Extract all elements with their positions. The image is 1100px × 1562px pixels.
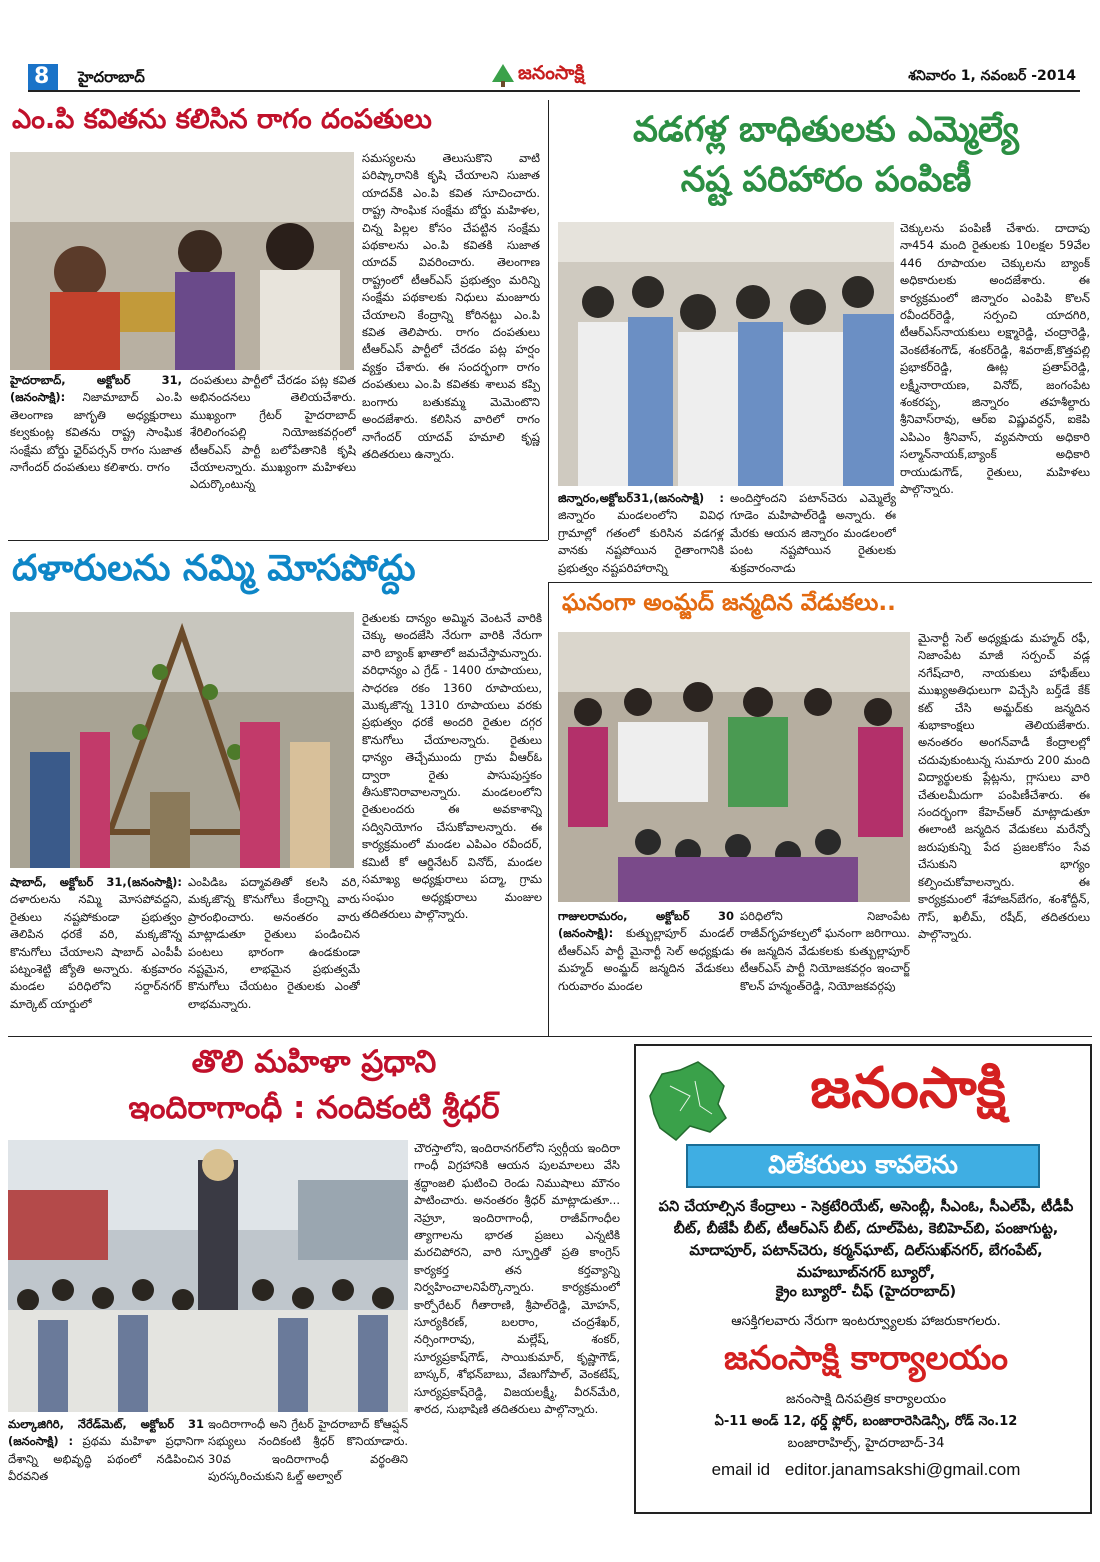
ad-note: ఆసక్తిగలవారు నేరుగా ఇంటర్వ్యూలకు హాజరుకాగలరు. xyxy=(731,1314,1001,1329)
masthead-rule xyxy=(28,90,1080,92)
masthead xyxy=(28,64,1080,92)
article1-col1-text: నిజామాబాద్ ఎం.పి తెలంగాణ జాగృతి అధ్యక్షురాలు కల్వకుంట్ల కవితను రాష్ట్ర సాంఘిక సంక్షేమ బోర్డు ఛైర్‌పర్సన్‌ రాగం సుజాత నాగేందర్‌ దంపతులు కలిశారు. రాగం xyxy=(10,390,182,475)
article5-headline-1: తొలి మహిళా ప్రధాని xyxy=(191,1044,437,1080)
ad-address-1: జనంసాక్షి దినపత్రిక కార్యాలయం xyxy=(785,1392,947,1407)
ad-email-row xyxy=(654,1460,1078,1480)
article3-photo xyxy=(10,612,354,868)
section-rule-3 xyxy=(8,1036,1092,1037)
article3-dateline: షాబాద్‌, అక్టోబర్‌ 31,(జనంసాక్షి): xyxy=(10,875,182,889)
article1-column-2: దంపతులు పార్టీలో చేరడం పట్ల కవిత అభినందనలు తెలియచేశారు. ముఖ్యంగా గ్రేటర్‌ హైదరాబాద్‌ శేరిలింగంపల్లి నియోజకవర్గంలో టీఆర్‌ఎస్‌ పార్టీ బలోపేతానికి కృషి చేయాలన్నారు. ముఖ్యంగా మహిళలు ఎదుర్కొంటున్న xyxy=(190,373,356,492)
article3-headline: దళారులను నమ్మి మోసపోద్దు xyxy=(12,548,416,589)
article3-column-2: ఎంపిడిఒ పద్మావతితో కలసి వరి, మక్కజొన్న కొనుగోలు కేంద్రాన్ని వారు ప్రారంభించారు. అనంతరం వారు మాట్లాడుతూ రైతులు పండించిన పంటలు భారంగా ఉండకుండా నష్టమైన, లాభమైన ప్రభుత్వమే కొనుగోలు చేయటం రైతులకు ఎంతో లాభమన్నారు. xyxy=(188,875,360,1011)
article2-column-1 xyxy=(558,490,724,578)
masthead-date: శనివారం 1, నవంబర్ -2014 xyxy=(908,68,1076,84)
article5-photo xyxy=(8,1140,408,1412)
article1-dateline: హైదరాబాద్, అక్టోబర్ 31,(జనంసాక్షి): xyxy=(10,373,182,405)
ad-crime-bureau: క్రైం బ్యూరో- చీఫ్‌ (హైదరాబాద్‌) xyxy=(775,1284,957,1300)
article3-divider xyxy=(548,582,549,1036)
masthead-logo-text: జనంసాక్షి xyxy=(518,62,585,84)
article4-col1-text: కుత్బుల్లాపూర్‌ మండల్‌ టీఆర్‌ఎస్‌ పార్టీ మైనార్టీ సెల్‌ అధ్యక్షుడు మహ్మద్‌ అంమ్జద్‌ జన్మదిన వేడుకలు గురువారం మండల xyxy=(558,926,734,993)
ad-address-3: బంజారాహిల్స్‌, హైదరాబాద్‌-34 xyxy=(787,1436,945,1451)
recruitment-ad xyxy=(634,1044,1092,1514)
article2-column-3: చెక్కులను పంపిణీ చేశారు. దాదాపు నా454 మంది రైతులకు 10లక్షల 59వేల 446 రూపాయల చెక్కులను బ్యాంక్‌ అధికారులకు అందజేశారు. ఈ కార్యక్రమంలో జిన్నారం ఎంపిపి కొలన్‌ రవీందర్‌రెడ్డి, సర్పంచి యాదగిరి, టీఆర్‌ఎస్‌నాయకులు లక్ష్మారెడ్డి, చంద్రారెడ్డి, వెంకటేశంగౌడ్‌, శంకర్‌రెడ్డి, శివరాజ్‌,కొత్తపల్లి ప్రభాకర్‌రెడ్డి, ఊట్ల ప్రతాప్‌రెడ్డి, లక్ష్మీనారాయణ, వినోద్‌, జంగంపేట శంకరప్ప, జిన్నారం తహశీల్దారు శ్రీనివాస్‌రావు, ఆర్‌ఐ విష్ణువర్ధన్‌, ఐకెపి ఎపిఎం శ్రీనివాస్‌, వ్యవసాయ అధికారి సల్మాన్‌నాయక్‌,బ్యాంక్‌ అధికారి రాయుడుగౌడ్‌, రైతులు, మహిళలు పాల్గొన్నారు. xyxy=(900,221,1090,497)
telangana-map-icon xyxy=(640,1056,730,1146)
article5-column-3: చౌరస్తాలోని, ఇందిరానగర్‌లోని స్వర్గీయ ఇందిరా గాంధీ విగ్రహానికి ఆయన పులమాలలు వేసి శ్రద్ధాంజలి ఘటించి రెండు నిముషాలు మౌనం పాటించారు. అనంతరం శ్రీధర్‌ మాట్లాడుతూ... నెహ్రూ, ఇందిరాగాంధీ, రాజీవ్‌గాంధీల త్యాగాలను భారత ప్రజలు ఎన్నటికి మరచిపోరని, వారి స్ఫూర్తితో ప్రతి కాంగ్రెస్‌ కార్యకర్త తన కర్తవ్యాన్ని నిర్వహించాలనిపేర్కొన్నారు. కార్యక్రమంలో కార్పోరేటర్‌ గీతారాణి, శ్రీపాల్‌రెడ్డి, మోహన్‌, సూర్యకిరణ్‌, బలరాం, చంద్రశేఖర్‌, నర్సింగారావు, మల్లేష్‌, శంకర్‌, సూర్యప్రకాష్‌గౌడ్‌, సాయికుమార్‌, కృష్ణాగౌడ్‌, బాస్కర్‌, శోభన్‌బాబు, వేణుగోపాల్‌, వెంకటేష్‌, సూర్యప్రకాష్‌రెడ్డి, విజయలక్ష్మీ, వీరన్‌మేరి, శారద, సుభాషిణి తదితరులు పాల్గొన్నారు. xyxy=(414,1141,620,1417)
article2-column-2: అందిస్తోందని పటాన్‌చెరు ఎమ్మెల్యే గూడెం మహిపాల్‌రెడ్డి అన్నారు. ఈ మేరకు ఆయన జిన్నారం మండలంలో పంట నష్టపోయిన రైతులకు శుక్రవారంనాడు xyxy=(730,491,896,575)
article4-headline: ఘనంగా అంమ్జద్‌ జన్మదిన వేడుకలు.. xyxy=(562,590,896,616)
article5-dateline: మల్కాజిగిరి, నేరేడ్‌మెట్‌, అక్టోబర్‌ 31 (జనంసాక్షి) : xyxy=(8,1417,204,1449)
section-rule-1 xyxy=(8,540,548,541)
article5-column-1 xyxy=(8,1416,204,1516)
ad-body: పని చేయాల్సిన కేంద్రాలు - సెక్రటేరియేట్‌, అసెంబ్లీ, సీఎంఓ, సీఎల్‌పీ, టీడీపీ బీట్‌, బీజేపీ బీట్‌, టీఆర్‌ఎస్‌ బీట్‌, దూల్‌పేట, కెబిహెచ్‌బి, పంజాగుట్ట, మాదాపూర్‌, పటాన్‌చెరు, కర్మన్‌ఘాట్‌, దిల్‌సుఖ్‌నగర్‌, బేగంపేట్‌, మహబూబ్‌నగర్‌ బ్యూరో, xyxy=(658,1199,1074,1281)
article4-column-3: మైనార్టీ సెల్‌ అధ్యక్షుడు మహ్మద్‌ రఫీ, నిజాంపేట మాజీ సర్పంచ్‌ వడ్ల నగేష్‌చారి, నాయకులు హాఫీజ్‌లు ముఖ్యఅతిధులుగా విచ్చేసి బర్త్‌డే కేక్‌ కట్‌ చేసి అమ్జద్‌కు జన్మదిన శుభాకాంక్షలు తెలియజేశారు. అనంతరం అంగన్‌వాడీ కేంద్రాలల్లో చదువుకుంటున్న సుమారు 200 మంది విద్యార్థులకు ప్లేట్లను, గ్లాసులు వారి చేతులమీదుగా పంపిణీచేశారు. ఈ సందర్భంగా కేహెచ్‌ఆర్‌ మాట్లాడుతూ ఈలాంటి జన్మదిన వేడుకలు మరేన్నో జరుపుకున్ని పేద ప్రజలకోసం సేవ చేసుకుని భాగ్యం కల్పించుకోవాలన్నారు. ఈ కార్యక్రమంలో శేహాజన్‌బేగం, శంశోద్దీన్‌, గౌస్‌, ఖలీమ్‌, రషీద్‌, తదితరులు పాల్గొన్నారు. xyxy=(918,631,1090,941)
article5-column-2: ఇందిరాగాంధీ అని గ్రేటర్‌ హైదరాబాద్‌ కోఆప్షన్‌ సభ్యులు నందికంటి శ్రీధర్‌ కొనియాడారు. 30వ ఇందిరాగాంధీ వర్థంతిని పురస్కరించుకుని ఓల్డ్‌ అల్వాల్‌ xyxy=(208,1417,408,1484)
page-number: 8 xyxy=(34,64,50,89)
ad-email-label: email id xyxy=(711,1460,771,1479)
article2-col1-text: జిన్నారం మండలంలోని వివిధ గ్రామాల్లో గతంలో కురిసిన వడగళ్ల వానకు నష్టపోయిన రైతాంగానికి ప్రభుత్వం నష్టపరిహారాన్ని xyxy=(558,508,724,575)
article4-dateline: గాజులరామరం, అక్టోబర్‌ 30 (జనంసాక్షి): xyxy=(558,909,734,941)
article1-photo xyxy=(10,152,354,370)
ad-email-address[interactable]: editor.janamsakshi@gmail.com xyxy=(784,1460,1021,1479)
article1-headline: ఎం.పి కవితను కలిసిన రాగం దంపతులు xyxy=(12,104,432,135)
article2-headline-2: నష్ట పరిహారం పంపిణీ xyxy=(680,160,972,200)
ad-banner-text: విలేకరులు కావలెను xyxy=(768,1150,958,1179)
masthead-city: హైదరాబాద్ xyxy=(78,68,145,86)
article4-column-2: పరిధిలోని నిజాంపేట రాజీవ్‌గృహకల్పలో ఘనంగా జరిగాయి. ఈ జన్మదిన వేడుకలకు కుత్బుల్లాపూర్‌ టీఆర్‌ఎస్‌ పార్టీ నియోజకవర్గం ఇంచార్జ్‌ కొలన్‌ హన్మంత్‌రెడ్డి, నియోజకవర్గపు xyxy=(740,909,910,993)
article2-headline-1: వడగళ్ల బాధితులకు ఎమ్మెల్యే xyxy=(633,110,1019,150)
ad-brand: జనంసాక్షి xyxy=(810,1056,1006,1121)
article4-photo xyxy=(558,632,910,902)
tree-icon xyxy=(490,62,516,88)
article5-col1-text: ప్రథమ మహిళా ప్రధానిగా దేశాన్ని అభివృద్ధి పథంలో నడిపించిన వీరవనిత xyxy=(8,1434,204,1484)
article5-headline-2: ఇందిరాగాంధీ : నందికంటి శ్రీధర్‌ xyxy=(128,1090,500,1126)
article1-column-3: సమస్యలను తెలుసుకొని వాటి పరిష్కారానికి కృషి చేయాలని సుజాత యాదవ్‌కి ఎం.పి కవిత సూచించారు. రాష్ట్ర సాంఘిక సంక్షేమ బోర్డు మహిళల, చిన్న పిల్లల కోసం చేపట్టిన సంక్షేమ పథకాలను ఎం.పి కవితకి సుజాత యాదవ్‌ వివరించారు. తెలంగాణ రాష్ట్రంలో టీఆర్‌ఎస్‌ ప్రభుత్వం మరిన్ని సంక్షేమ పథకాలకు నిధులు మంజూరు చేయాలని కేంద్రాన్ని కోరినట్టు ఎం.పి కవిత తెలిపారు. రాగం దంపతులు టీఆర్‌ఎస్‌ పార్టీలో చేరడం పట్ల హర్షం వ్యక్తం చేశారు. ఈ సందర్భంగా రాగం దంపతులు ఎం.పి కవితకు శాలువ కప్పి బంగారు బతుకమ్మ మెమెంటొని అందజేశారు. కలిసిన వారిలో రాగం నాగేందర్‌ యాదవ్‌ హమాలి కృష్ణ తదితరులు ఉన్నారు. xyxy=(362,151,540,461)
masthead-logo xyxy=(490,60,625,90)
article2-photo xyxy=(558,222,894,486)
ad-office-title: జనంసాక్షి కార్యాలయం xyxy=(724,1338,1008,1377)
article3-col1-text: దళారులను నమ్మి మోసపోవద్దని, రైతులు నష్టపోకుండా ప్రభుత్వం తెలిపిన ధరకే వరి, మక్కజొన్న కొనుగోలు చేయాలని షాబాద్‌ ఎంపీపీ పట్నంశెట్టి జ్యోతి అన్నారు. శుక్రవారం మండల పరిధిలోని సర్దార్‌నగర్‌ మార్కెట్‌ యార్డులో xyxy=(10,892,182,1011)
article1-column-1 xyxy=(10,372,182,532)
section-rule-2 xyxy=(548,582,1092,583)
article1-divider xyxy=(548,100,549,540)
article3-column-3: రైతులకు దాన్యం అమ్మిన వెంటనే వారికి చెక్కు అందజేసి నేరుగా వారికి నేరుగా వారి బ్యాంక్‌ ఖాతాలో జమచేస్తామన్నారు. వరిధాన్యం ఎ గ్రేడ్‌ - 1400 రూపాయలు, సాధరణ రకం 1360 రూపాయలు, మొక్కజొన్న 1310 రూపాయలు వరకు ప్రభుత్వం ధరకే అందరి రైతుల దగ్గర కొనుగోలు చేయాలన్నారు. రైతులు ధాన్యం తెచ్చేముందు గ్రామ వీఆర్‌ఓ ద్వారా రైతు పాసుపుస్తకం తీసుకొనిరావాలన్నారు. మండలంలోని రైతులందరు ఈ అవకాశాన్ని సద్వినియోగం చేసుకోవాలన్నారు. ఈ కార్యక్రమంలో మండల ఎపిఎం రవీందర్‌, కమిటీ కో ఆర్డినేటర్‌ వినోద్‌, మండల సమాఖ్య అధ్యక్షురాలు పద్మా, గ్రామ సంఘం అధ్యక్షురాలు మంజుల తదితరులు పాల్గొన్నారు. xyxy=(362,611,542,921)
article3-column-1 xyxy=(10,874,182,1034)
ad-address-2: ఏ-11 అండ్‌ 12, థర్డ్‌ ఫ్లోర్‌, బంజారారెసిడెన్సీ, రోడ్‌ నెం.12 xyxy=(714,1414,1018,1429)
article2-dateline: జిన్నారం,అక్టోబర్‌31,(జనంసాక్షి) : xyxy=(558,491,724,505)
article4-column-1 xyxy=(558,908,734,1034)
